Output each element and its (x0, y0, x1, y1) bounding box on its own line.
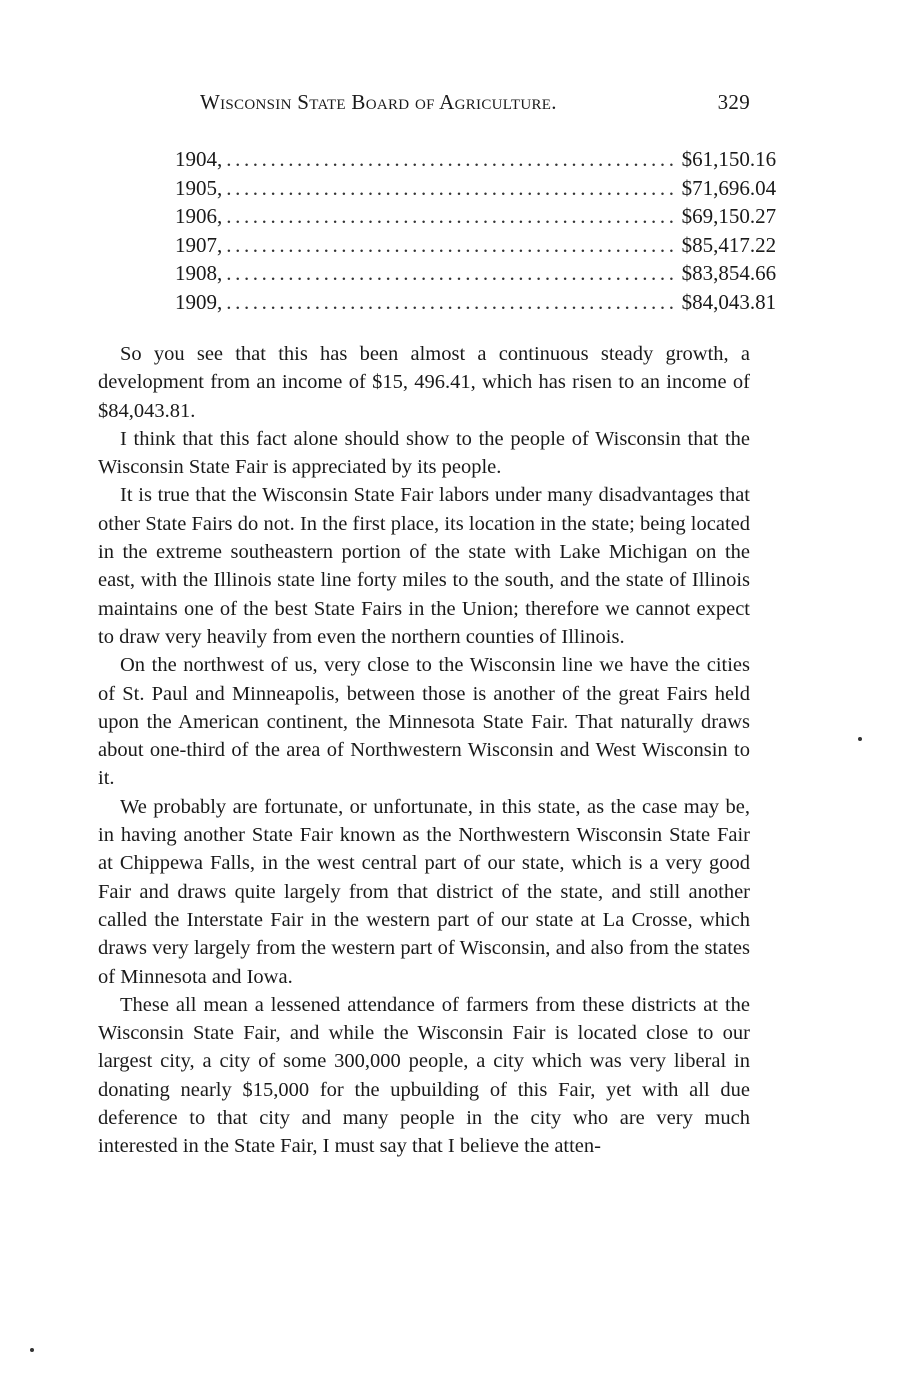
paragraph: I think that this fact alone should show to the people of Wisconsin that the Wisconsin State Fair is appreciated by its people. (98, 427, 750, 479)
income-year: 1908, (175, 261, 223, 285)
body-text (98, 340, 750, 1161)
income-row (175, 259, 777, 288)
running-header-title: Wisconsin State Board of Agriculture. (200, 90, 557, 114)
dot-leader: ................................................... (226, 147, 678, 171)
income-row (175, 174, 777, 203)
income-year: 1907, (175, 232, 223, 257)
income-row (175, 231, 777, 260)
income-amount: $71,696.04 (681, 175, 777, 200)
income-amount: $83,854.66 (681, 261, 777, 285)
income-row (175, 202, 777, 231)
income-amount: $69,150.27 (681, 204, 777, 228)
income-amount: $85,417.22 (681, 232, 777, 257)
dot-leader: ................................................... (226, 261, 678, 285)
income-row (175, 145, 777, 174)
income-row (175, 288, 777, 317)
page-number: 329 (717, 90, 750, 114)
paragraph: It is true that the Wisconsin State Fair labors under many disadvantages that other State Fairs do not. In the first place, its location in the state; being located in the extreme southeastern portion of the state with Lake Michigan on the east, with the Illinois state line forty miles to the south, and the state of Illinois maintains one of the best State Fairs in the Union; therefore we cannot expect to draw very heavily from even the northern counties of Illinois. (98, 484, 750, 648)
paragraph: These all mean a lessened attendance of farmers from these districts at the Wisconsin State Fair, and while the Wisconsin Fair is located close to our largest city, a city of some 300,000 people, a city which was very liberal in donating nearly $15,000 for the upbuilding of this Fair, yet with all due deference to that city and many people in the city who are very much interested in the State Fair, I must say that I believe the atten- (98, 993, 750, 1158)
income-year: 1905, (175, 175, 223, 200)
paragraph: We probably are fortunate, or unfortunate, in this state, as the case may be, in having another State Fair known as the Northwestern Wisconsin State Fair at Chippewa Falls, in the west central part of our state, which is a very good Fair and draws quite largely from that district of the state, and still another called the Interstate Fair in the western part of our state at La Crosse, which draws very largely from the western part of Wisconsin, and also from the states of Minnesota and Iowa. (98, 795, 750, 988)
scan-speck (858, 737, 862, 741)
income-amount: $61,150.16 (681, 147, 777, 171)
dot-leader: ................................................... (226, 175, 678, 200)
dot-leader: ................................................... (226, 204, 678, 228)
running-header (200, 90, 750, 120)
income-year: 1909, (175, 289, 223, 314)
income-amount: $84,043.81 (681, 289, 777, 314)
income-year: 1906, (175, 204, 223, 228)
paragraph: On the northwest of us, very close to the Wisconsin line we have the cities of St. Paul and Minneapolis, between those is another of the great Fairs held upon the American continent, the Minnesota State Fair. That naturally draws about one-third of the area of Northwestern Wisconsin and West Wisconsin to it. (98, 654, 750, 790)
dot-leader: ................................................... (226, 289, 678, 314)
scan-speck (30, 1348, 34, 1352)
paragraph: So you see that this has been almost a continuous steady growth, a development from an income of $15, 496.41, which has risen to an income of $84,043.81. (98, 343, 750, 422)
income-table (175, 145, 777, 316)
dot-leader: ................................................... (226, 232, 678, 257)
income-year: 1904, (175, 147, 223, 171)
